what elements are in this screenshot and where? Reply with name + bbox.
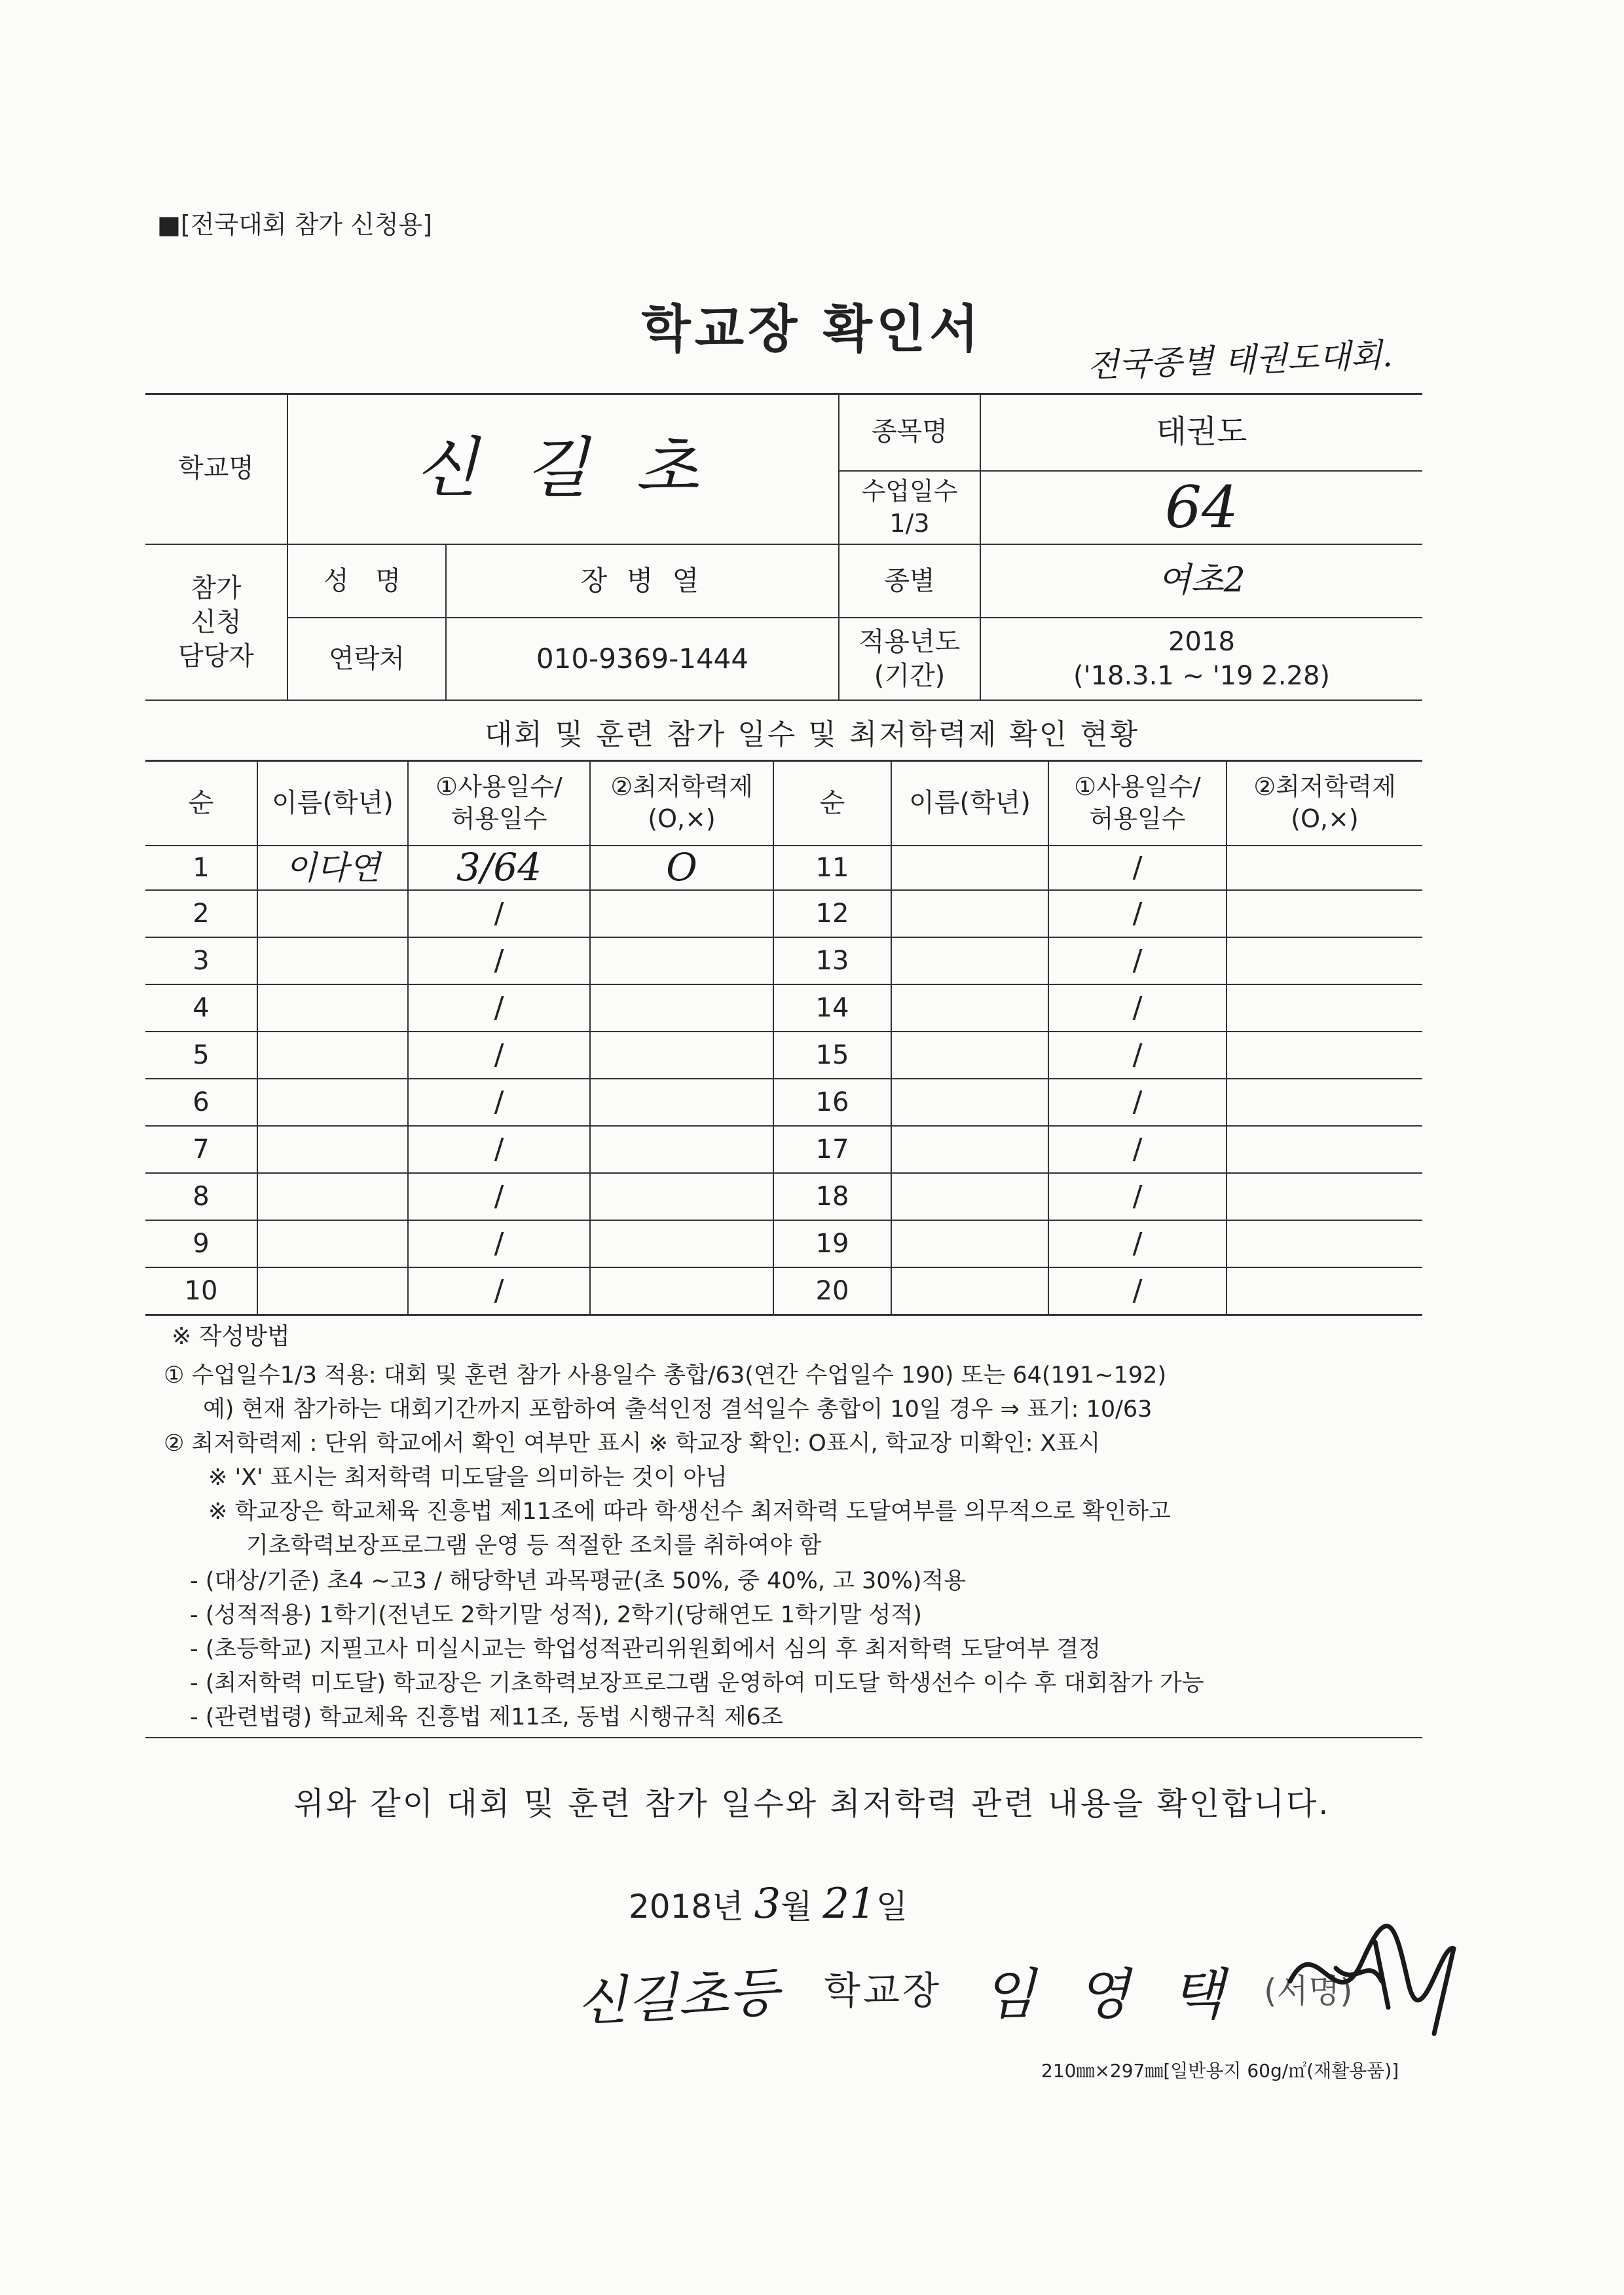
guide-line: - (대상/기준) 초4 ~고3 / 해당학년 과목평균(초 50%, 중 40%, 고 30%)적용 — [190, 1568, 967, 1594]
row-academic: O — [666, 845, 697, 890]
contact-label: 연락처 — [329, 644, 405, 674]
row-days-2: / — [1132, 1227, 1143, 1261]
section-title: 대회 및 훈련 참가 일수 및 최저학력제 확인 현황 — [484, 718, 1140, 751]
name-value: 장 병 열 — [580, 564, 705, 597]
date-day: 21 — [822, 1880, 876, 1928]
col-header-days-line1: ①사용일수/ — [435, 772, 563, 801]
apply-year-label-line2: (기간) — [874, 661, 946, 691]
row-days-2: / — [1132, 1132, 1143, 1166]
issue-date — [629, 1880, 908, 1928]
row-days-2: / — [1132, 1085, 1143, 1119]
row-no: 4 — [193, 993, 210, 1023]
guide-line: ※ 'X' 표시는 최저학력 미도달을 의미하는 것이 아님 — [208, 1465, 728, 1491]
apply-year-value — [981, 618, 1422, 700]
guide-heading: ※ 작성방법 — [172, 1323, 290, 1350]
date-day-unit: 일 — [876, 1888, 908, 1926]
sport-value: 태권도 — [1156, 413, 1247, 450]
signature-school: 신길초등 — [575, 1961, 781, 2034]
row-no: 10 — [184, 1276, 218, 1306]
class-days-label-line2: 1/3 — [889, 509, 930, 538]
class-days-value: 64 — [1165, 473, 1238, 541]
category-value: 여초2 — [1158, 561, 1246, 601]
apply-year-value-line2: ('18.3.1 ~ '19 2.28) — [1073, 661, 1331, 691]
col-header-name: 이름(학년) — [272, 788, 394, 818]
confirmation-statement: 위와 같이 대회 및 훈련 참가 일수와 최저학력 관련 내용을 확인합니다. — [293, 1785, 1331, 1822]
guide-line: 기초학력보장프로그램 운영 등 적절한 조치를 취하여야 함 — [246, 1533, 822, 1559]
category-label: 종별 — [884, 566, 935, 596]
signature-seal-label: (서명) — [1264, 1972, 1353, 2010]
col-header-academic — [591, 761, 773, 845]
class-days-label — [840, 472, 980, 544]
school-name-value: 신 길 초 — [415, 430, 712, 506]
applicant-label-line3: 담당자 — [178, 641, 254, 671]
row-no-2: 13 — [815, 946, 849, 976]
row-days-2: / — [1132, 944, 1143, 978]
row-days-2: / — [1132, 1038, 1143, 1072]
date-month-unit: 월 — [781, 1888, 813, 1926]
col-header-no: 순 — [188, 788, 214, 818]
row-no-2: 20 — [815, 1276, 849, 1306]
applicant-label — [145, 545, 287, 700]
row-days: / — [494, 1132, 504, 1166]
row-no: 8 — [193, 1182, 210, 1212]
contact-value: 010-9369-1444 — [536, 642, 749, 675]
row-days: / — [494, 1085, 504, 1119]
row-no-2: 17 — [815, 1134, 849, 1165]
row-days: / — [494, 1227, 504, 1261]
signature-name: 임 영 택 — [982, 1962, 1236, 2026]
row-no: 6 — [193, 1087, 210, 1117]
apply-year-label-line1: 적용년도 — [858, 627, 961, 657]
row-days-2: / — [1132, 991, 1143, 1025]
col-header-academic-2-line2: (O,×) — [1291, 804, 1359, 833]
guide-line: - (관련법령) 학교체육 진흥법 제11조, 동법 시행규칙 제6조 — [190, 1704, 783, 1730]
page-title: 학교장 확인서 — [641, 300, 983, 359]
row-days: / — [494, 1038, 504, 1072]
guide-line: 예) 현재 참가하는 대회기간까지 포함하여 출석인정 결석일수 총합이 10일 경우 ⇒ 표기: 10/63 — [203, 1396, 1153, 1423]
class-days-label-line1: 수업일수 — [861, 476, 958, 506]
col-header-days-2-line2: 허용일수 — [1089, 804, 1186, 833]
col-header-days-2 — [1049, 761, 1226, 845]
row-days: 3/64 — [456, 845, 542, 890]
col-header-days-line2: 허용일수 — [451, 804, 547, 833]
row-no: 1 — [193, 853, 210, 883]
col-header-academic-2 — [1227, 761, 1422, 845]
col-header-days — [409, 761, 589, 845]
col-header-days-2-line1: ①사용일수/ — [1074, 772, 1201, 801]
applicant-label-line2: 신청 — [191, 607, 242, 637]
signature-title: 학교장 — [824, 1968, 942, 2013]
row-no-2: 16 — [815, 1087, 849, 1117]
guide-line: ① 수업일수1/3 적용: 대회 및 훈련 참가 사용일수 총합/63(연간 수업일수 190) 또는 64(191~192) — [164, 1362, 1167, 1389]
row-days: / — [494, 991, 504, 1025]
row-no: 2 — [193, 899, 210, 929]
event-note: 전국종별 태권도대회. — [1086, 335, 1393, 385]
apply-year-label — [840, 618, 980, 700]
row-days-2: / — [1132, 897, 1143, 931]
guide-line: - (초등학교) 지필고사 미실시교는 학업성적관리위원회에서 심의 후 최저학력 도달여부 결정 — [190, 1636, 1101, 1662]
col-header-academic-line2: (O,×) — [648, 804, 716, 833]
row-no: 7 — [193, 1134, 210, 1165]
row-no-2: 11 — [815, 853, 849, 883]
header-tag: ■[전국대회 참가 신청용] — [157, 210, 433, 239]
row-no-2: 14 — [815, 993, 849, 1023]
row-days: / — [494, 944, 504, 978]
guide-line: - (성적적용) 1학기(전년도 2학기말 성적), 2학기(당해연도 1학기말 성적) — [190, 1602, 922, 1628]
row-days-2: / — [1132, 851, 1143, 885]
row-days: / — [494, 1180, 504, 1214]
row-no-2: 15 — [815, 1040, 849, 1070]
sport-label: 종목명 — [872, 417, 948, 447]
row-no: 9 — [193, 1229, 210, 1259]
col-header-no-2: 순 — [819, 788, 845, 818]
guide-line: - (최저학력 미도달) 학교장은 기초학력보장프로그램 운영하여 미도달 학생선수 이수 후 대회참가 가능 — [190, 1670, 1204, 1696]
row-no-2: 19 — [815, 1229, 849, 1259]
guide-line: ※ 학교장은 학교체육 진흥법 제11조에 따라 학생선수 최저학력 도달여부를 의무적으로 확인하고 — [208, 1499, 1171, 1525]
row-days-2: / — [1132, 1180, 1143, 1214]
row-no: 3 — [193, 946, 210, 976]
apply-year-value-line1: 2018 — [1168, 627, 1235, 657]
row-no-2: 12 — [815, 899, 849, 929]
row-days: / — [494, 897, 504, 931]
col-header-academic-2-line1: ②최저학력제 — [1253, 772, 1396, 801]
applicant-label-line1: 참가 — [191, 573, 242, 603]
row-name: 이다연 — [285, 848, 380, 887]
date-month: 3 — [754, 1880, 781, 1928]
row-no-2: 18 — [815, 1182, 849, 1212]
guide-line: ② 최저학력제 : 단위 학교에서 확인 여부만 표시 ※ 학교장 확인: O표시, 학교장 미확인: X표시 — [164, 1430, 1101, 1457]
row-days-2: / — [1132, 1274, 1143, 1308]
date-year: 2018년 — [629, 1888, 744, 1926]
school-name-label: 학교명 — [178, 453, 254, 483]
name-label: 성 명 — [323, 566, 410, 596]
row-no: 5 — [193, 1040, 210, 1070]
col-header-name-2: 이름(학년) — [909, 788, 1031, 818]
col-header-academic-line1: ②최저학력제 — [610, 772, 753, 801]
row-days: / — [494, 1274, 504, 1308]
handwritten-signature-mark — [1277, 1903, 1486, 2053]
paper-spec-footer: 210㎜×297㎜[일반용지 60g/㎡(재활용품)] — [1041, 2060, 1399, 2081]
